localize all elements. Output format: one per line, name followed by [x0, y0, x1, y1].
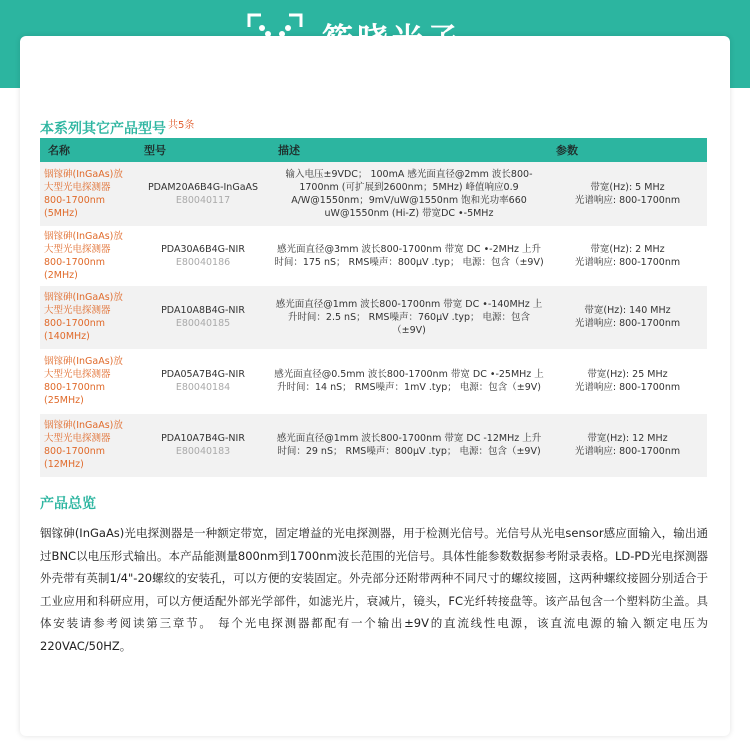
- product-description: 感光面直径@1mm 波长800-1700nm 带宽 DC •-140MHz 上升时间：2.5 nS； RMS噪声：760μV .typ； 电源：包含（±9V): [270, 285, 548, 349]
- model-number: PDA10A7B4G-NIR: [161, 433, 245, 444]
- product-description: 感光面直径@1mm 波长800-1700nm 带宽 DC -12MHz 上升时间：29 nS； RMS噪声：800μV .typ； 电源：包含（±9V): [270, 413, 548, 477]
- param-bandwidth: 带宽(Hz): 2 MHz: [590, 243, 665, 255]
- param-spectral: 光谱响应: 800-1700nm: [574, 256, 681, 268]
- product-name-link[interactable]: 铟镓砷(InGaAs)放大型光电探测器 800-1700nm (25MHz): [40, 349, 136, 413]
- series-title-text: 本系列其它产品型号: [40, 121, 166, 137]
- brand-logo[interactable]: [246, 10, 516, 78]
- product-name-link[interactable]: 铟镓砷(InGaAs)放大型光电探测器 800-1700nm (2MHz): [40, 226, 136, 285]
- table-row[interactable]: [40, 349, 707, 413]
- column-header-model: 型号: [136, 138, 270, 162]
- param-spectral: 光谱响应: 800-1700nm: [574, 194, 681, 206]
- logo-x-icon: [246, 12, 304, 70]
- table-row[interactable]: [40, 413, 707, 477]
- product-table: [40, 138, 707, 478]
- param-bandwidth: 带宽(Hz): 12 MHz: [587, 433, 668, 444]
- brand-name-cn: 筱晓光子: [322, 22, 462, 58]
- product-model: [136, 349, 270, 413]
- product-params: [548, 413, 707, 477]
- param-spectral: 光谱响应: 800-1700nm: [574, 446, 681, 457]
- product-model: [136, 285, 270, 349]
- param-bandwidth: 带宽(Hz): 140 MHz: [584, 305, 671, 316]
- product-name-link[interactable]: 铟镓砷(InGaAs)放大型光电探测器 800-1700nm (12MHz): [40, 413, 136, 477]
- product-description: 感光面直径@3mm 波长800-1700nm 带宽 DC •-2MHz 上升时间：175 nS； RMS噪声：800μV .typ； 电源：包含（±9V): [270, 226, 548, 285]
- overview-text: 铟镓砷(InGaAs)光电探测器是一种额定带宽，固定增益的光电探测器，用于检测光信号。光信号从光电sensor感应面输入，输出通过BNC以电压形式输出。本产品能测量800nm到1700nm波长范围的光信号。具体性能参数数据参考附录表格。LD-PD光电探测器外壳带有英制1/4"-20螺纹的安装孔，可以方便的安装固定。外壳部分还附带两种不同尺寸的螺纹接圆，这两种螺纹接圆分别适合于工业应用和科研应用，可以方便适配外部光学部件，如滤光片，衰减片，镜头，FC光纤转接盘等。该产品包含一个塑料防尘盖。具体安装请参考阅读第三章节。 每个光电探测器都配有一个输出±9V的直流线性电源，该直流电源的输入额定电压为220VAC/50HZ。: [40, 526, 708, 653]
- product-code: E80040184: [175, 382, 231, 393]
- product-params: [548, 226, 707, 285]
- param-spectral: 光谱响应: 800-1700nm: [574, 318, 681, 329]
- product-model: [136, 162, 270, 226]
- column-header-params: 参数: [548, 138, 707, 162]
- product-code: E80040186: [175, 256, 231, 268]
- model-number: PDA10A8B4G-NIR: [161, 305, 245, 316]
- product-description: 感光面直径@0.5mm 波长800-1700nm 带宽 DC •-25MHz 上升时间：14 nS； RMS噪声：1mV .typ； 电源：包含（±9V): [270, 349, 548, 413]
- param-spectral: 光谱响应: 800-1700nm: [574, 382, 681, 393]
- product-code: E80040183: [175, 446, 231, 457]
- product-name-link[interactable]: 铟镓砷(InGaAs)放大型光电探测器 800-1700nm (5MHz): [40, 162, 136, 226]
- model-number: PDAM20A6B4G-InGaAS: [147, 181, 259, 193]
- param-bandwidth: 带宽(Hz): 5 MHz: [590, 181, 665, 193]
- product-name-link[interactable]: 铟镓砷(InGaAs)放大型光电探测器 800-1700nm (140MHz): [40, 285, 136, 349]
- table-row[interactable]: [40, 226, 707, 285]
- brand-name-en: Microphotons Technology: [324, 56, 495, 72]
- product-params: [548, 349, 707, 413]
- table-header-row: [40, 138, 707, 162]
- column-header-description: 描述: [270, 138, 548, 162]
- table-row[interactable]: [40, 162, 707, 226]
- overview-title: 产品总览: [40, 496, 96, 512]
- model-number: PDA05A7B4G-NIR: [161, 369, 245, 380]
- product-code: E80040117: [175, 194, 231, 206]
- series-count: 共5条: [168, 120, 195, 131]
- product-params: [548, 162, 707, 226]
- product-code: E80040185: [175, 318, 231, 329]
- product-description: 输入电压±9VDC； 100mA 感光面直径@2mm 波长800-1700nm (可扩展到2600nm；5MHz) 峰值响应0.9 A/W@1550nm；9mV/uW@1550nm 饱和光功率660 uW@1550nm (Hi-Z) 带宽DC •-5MHz: [270, 162, 548, 226]
- model-number: PDA30A6B4G-NIR: [161, 243, 245, 255]
- column-header-name: 名称: [40, 138, 136, 162]
- series-title: [40, 116, 194, 138]
- product-model: [136, 226, 270, 285]
- param-bandwidth: 带宽(Hz): 25 MHz: [587, 369, 668, 380]
- product-params: [548, 285, 707, 349]
- table-row[interactable]: [40, 285, 707, 349]
- product-model: [136, 413, 270, 477]
